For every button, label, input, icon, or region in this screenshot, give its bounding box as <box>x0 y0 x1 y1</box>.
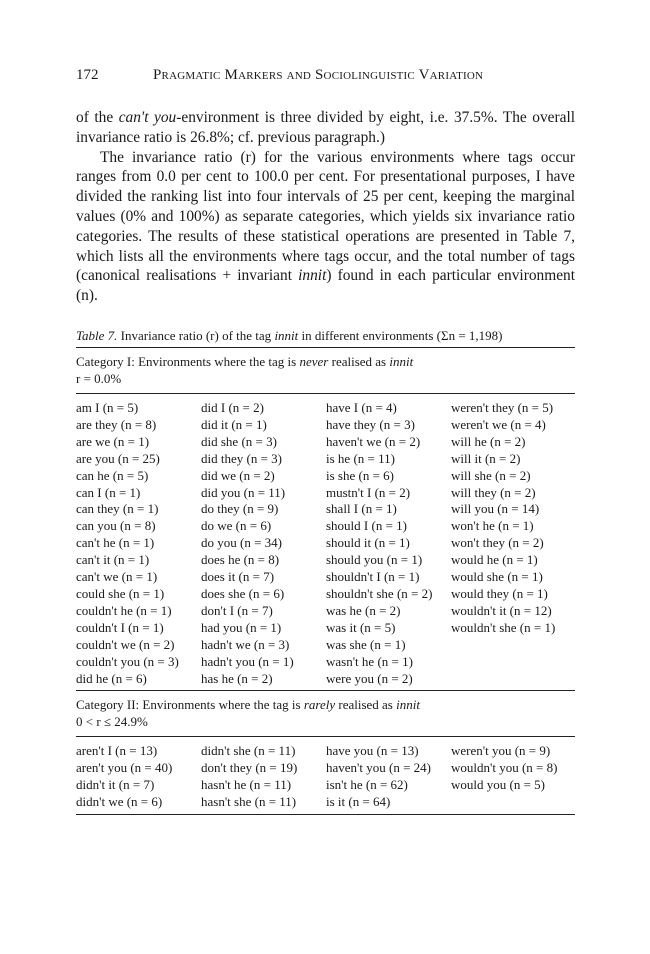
table-cell: was it (n = 5) <box>326 619 396 635</box>
table-cell: had you (n = 1) <box>201 619 282 635</box>
text-run: Category II: Environments where the tag is <box>76 697 304 713</box>
table-cell: won't they (n = 2) <box>451 535 544 551</box>
table-cell: am I (n = 5) <box>76 400 139 415</box>
table-cell: would she (n = 1) <box>451 569 543 585</box>
table-column <box>76 400 201 687</box>
table-cell: don't I (n = 7) <box>201 602 273 618</box>
italic-text: innit <box>274 328 299 343</box>
table-cell: shouldn't I (n = 1) <box>326 569 420 585</box>
table-cell: aren't you (n = 40) <box>76 760 173 776</box>
table-cell: is it (n = 64) <box>326 794 391 810</box>
category-range: r = 0.0% <box>76 370 122 386</box>
table-cell: didn't she (n = 11) <box>201 743 296 759</box>
table-cell: do you (n = 34) <box>201 535 282 551</box>
paragraph <box>76 148 575 306</box>
text-run: Category I: Environments where the tag is <box>76 354 300 369</box>
table-cell: hasn't he (n = 11) <box>201 777 292 793</box>
table-column <box>451 400 576 687</box>
table-cell: does he (n = 8) <box>201 552 280 568</box>
category-title <box>76 697 575 714</box>
running-title: Pragmatic Markers and Sociolinguistic Variation <box>153 67 484 83</box>
table-cell: mustn't I (n = 2) <box>326 484 411 500</box>
table-cell: did he (n = 6) <box>76 670 147 686</box>
table-cell: were you (n = 2) <box>326 670 413 686</box>
category-entries <box>76 394 575 690</box>
table-cell: did I (n = 2) <box>201 400 264 415</box>
italic-text: never <box>299 354 329 369</box>
text-run: of the <box>76 109 119 126</box>
text-run: The invariance ratio (r) for the various environments where tags occur ranges from 0.0 per cent to 100.0 per cent. For presentational purposes, I have divided the ranking list into four intervals of 25 per cent, keeping the marginal values (0% and 100%) as separate categories, which yields six invariance ratio categories. The results of these statistical operations are presented in Table 7, which lists all the environments where tags occur, and the total number of tags (canonical realisations + invariant <box>76 148 575 285</box>
table-cell: should you (n = 1) <box>326 552 423 568</box>
table-cell: has he (n = 2) <box>201 670 273 686</box>
table-cell: weren't you (n = 9) <box>451 743 551 759</box>
table-cell: shouldn't she (n = 2) <box>326 585 433 601</box>
table-cell: can't he (n = 1) <box>76 535 155 551</box>
table-cell: couldn't I (n = 1) <box>76 619 164 635</box>
table-cell: does she (n = 6) <box>201 585 285 601</box>
italic-text: can't you <box>118 109 177 126</box>
table-cell: have you (n = 13) <box>326 743 419 759</box>
table-cell: did it (n = 1) <box>201 416 267 432</box>
text-run: ) found in each particular environment (n). <box>76 267 575 305</box>
table-column <box>326 400 451 687</box>
table-cell: hasn't she (n = 11) <box>201 794 297 810</box>
text-run: -environment is three divided by eight, i.e. 37.5%. The overall invariance ratio is 26.8%; cf. previous paragraph.) <box>76 109 576 146</box>
table-cell: does it (n = 7) <box>201 569 275 585</box>
table-cell: wouldn't she (n = 1) <box>451 619 556 635</box>
table-caption <box>76 327 575 345</box>
table-cell: are you (n = 25) <box>76 450 160 466</box>
category-heading <box>76 348 575 393</box>
table-cell: couldn't he (n = 1) <box>76 602 172 618</box>
page-number: 172 <box>76 67 99 83</box>
italic-text: innit <box>298 267 327 285</box>
table-cell: didn't we (n = 6) <box>76 794 163 810</box>
table-cell: should it (n = 1) <box>326 535 410 551</box>
category-entries <box>76 737 575 814</box>
table-cell: didn't it (n = 7) <box>76 777 155 793</box>
table-cell: would he (n = 1) <box>451 552 538 568</box>
table-cell: couldn't we (n = 2) <box>76 636 175 652</box>
table-column <box>201 400 326 687</box>
table-column <box>201 743 326 811</box>
table-cell: have they (n = 3) <box>326 416 415 432</box>
italic-text: rarely <box>303 697 336 713</box>
table-cell: weren't they (n = 5) <box>451 400 554 415</box>
table-cell: could she (n = 1) <box>76 585 165 601</box>
table-cell: is he (n = 11) <box>326 450 395 466</box>
table-cell: haven't we (n = 2) <box>326 433 421 449</box>
category-range: 0 < r ≤ 24.9% <box>76 713 148 729</box>
table-cell: do they (n = 9) <box>201 501 279 517</box>
text-run: realised as <box>328 354 390 369</box>
table-cell: will they (n = 2) <box>451 484 536 500</box>
category-heading <box>76 691 575 736</box>
table-cell: won't he (n = 1) <box>451 518 534 534</box>
text-run: Invariance ratio (r) of the tag <box>117 328 275 343</box>
table-cell: can't we (n = 1) <box>76 569 158 585</box>
table-cell: would they (n = 1) <box>451 585 548 601</box>
table-column <box>326 743 451 811</box>
italic-text: innit <box>396 697 420 713</box>
table-cell: will it (n = 2) <box>451 450 521 466</box>
table-cell: can I (n = 1) <box>76 484 141 500</box>
text-run: realised as <box>335 697 397 713</box>
table-cell: did she (n = 3) <box>201 433 277 449</box>
table-cell: should I (n = 1) <box>326 518 407 534</box>
italic-text: Table 7. <box>76 328 118 343</box>
table-cell: will he (n = 2) <box>451 433 526 449</box>
table-cell: can't it (n = 1) <box>76 552 150 568</box>
table-column <box>76 743 201 811</box>
table-cell: did you (n = 11) <box>201 484 286 500</box>
table-cell: did we (n = 2) <box>201 467 275 483</box>
italic-text: innit <box>389 354 414 369</box>
table-cell: are we (n = 1) <box>76 433 150 449</box>
table-rule <box>76 814 575 815</box>
table-cell: do we (n = 6) <box>201 518 272 534</box>
table-cell: shall I (n = 1) <box>326 501 397 517</box>
text-run: in different environments (Σn = 1,198) <box>298 328 503 343</box>
table-cell: will she (n = 2) <box>451 467 531 483</box>
table-column <box>451 743 576 811</box>
table-cell: will you (n = 14) <box>451 501 540 517</box>
table-cell: was she (n = 1) <box>326 636 406 652</box>
category-title <box>76 354 575 371</box>
table-cell: can they (n = 1) <box>76 501 159 517</box>
table-cell: is she (n = 6) <box>326 467 394 483</box>
table-cell: would you (n = 5) <box>451 777 545 793</box>
table-cell: wouldn't you (n = 8) <box>451 760 558 776</box>
table-cell: have I (n = 4) <box>326 400 397 415</box>
table-cell: wouldn't it (n = 12) <box>451 602 552 618</box>
table-cell: don't they (n = 19) <box>201 760 298 776</box>
table-cell: haven't you (n = 24) <box>326 760 431 776</box>
table-cell: was he (n = 2) <box>326 602 401 618</box>
table-7 <box>76 327 575 815</box>
table-cell: couldn't you (n = 3) <box>76 653 179 669</box>
table-cell: isn't he (n = 62) <box>326 777 408 793</box>
table-body <box>76 347 575 815</box>
table-cell: are they (n = 8) <box>76 416 157 432</box>
table-cell: hadn't we (n = 3) <box>201 636 290 652</box>
body-text <box>76 108 575 306</box>
table-cell: can he (n = 5) <box>76 467 149 483</box>
paragraph <box>76 108 575 148</box>
table-cell: weren't we (n = 4) <box>451 416 546 432</box>
table-cell: aren't I (n = 13) <box>76 743 158 759</box>
table-cell: did they (n = 3) <box>201 450 282 466</box>
table-cell: wasn't he (n = 1) <box>326 653 413 669</box>
table-cell: hadn't you (n = 1) <box>201 653 294 669</box>
table-cell: can you (n = 8) <box>76 518 156 534</box>
